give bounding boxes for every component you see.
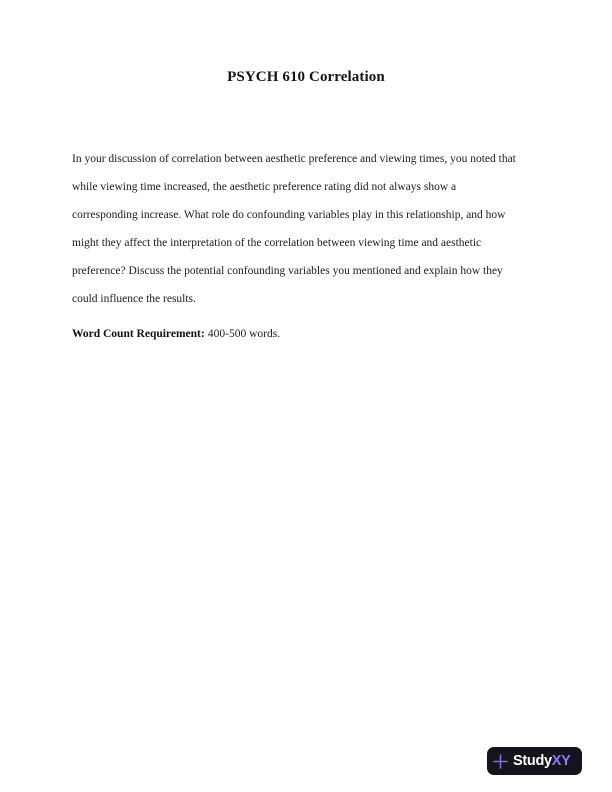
- paragraph-line: could influence the results.: [72, 293, 196, 305]
- paragraph-line: In your discussion of correlation between aesthetic preference and viewing times, you noted that: [72, 153, 516, 165]
- brand-name-primary: Study: [513, 753, 552, 769]
- studyxy-logo-badge: [487, 747, 582, 775]
- brand-wordmark: [513, 753, 571, 769]
- word-count-requirement: [72, 325, 280, 343]
- question-paragraph: [72, 145, 552, 313]
- paragraph-line: might they affect the interpretation of the correlation between viewing time and aesthetic: [72, 237, 482, 249]
- plus-icon: [493, 754, 508, 769]
- word-count-label: Word Count Requirement:: [72, 328, 205, 340]
- word-count-value: 400-500 words.: [207, 328, 281, 340]
- page-title: PSYCH 610 Correlation: [227, 69, 385, 85]
- paragraph-line: corresponding increase. What role do confounding variables play in this relationship, and how: [72, 209, 506, 221]
- paragraph-line: preference? Discuss the potential confounding variables you mentioned and explain how they: [72, 265, 503, 277]
- brand-name-accent: XY: [551, 753, 571, 769]
- paragraph-line: while viewing time increased, the aesthetic preference rating did not always show a: [72, 181, 457, 193]
